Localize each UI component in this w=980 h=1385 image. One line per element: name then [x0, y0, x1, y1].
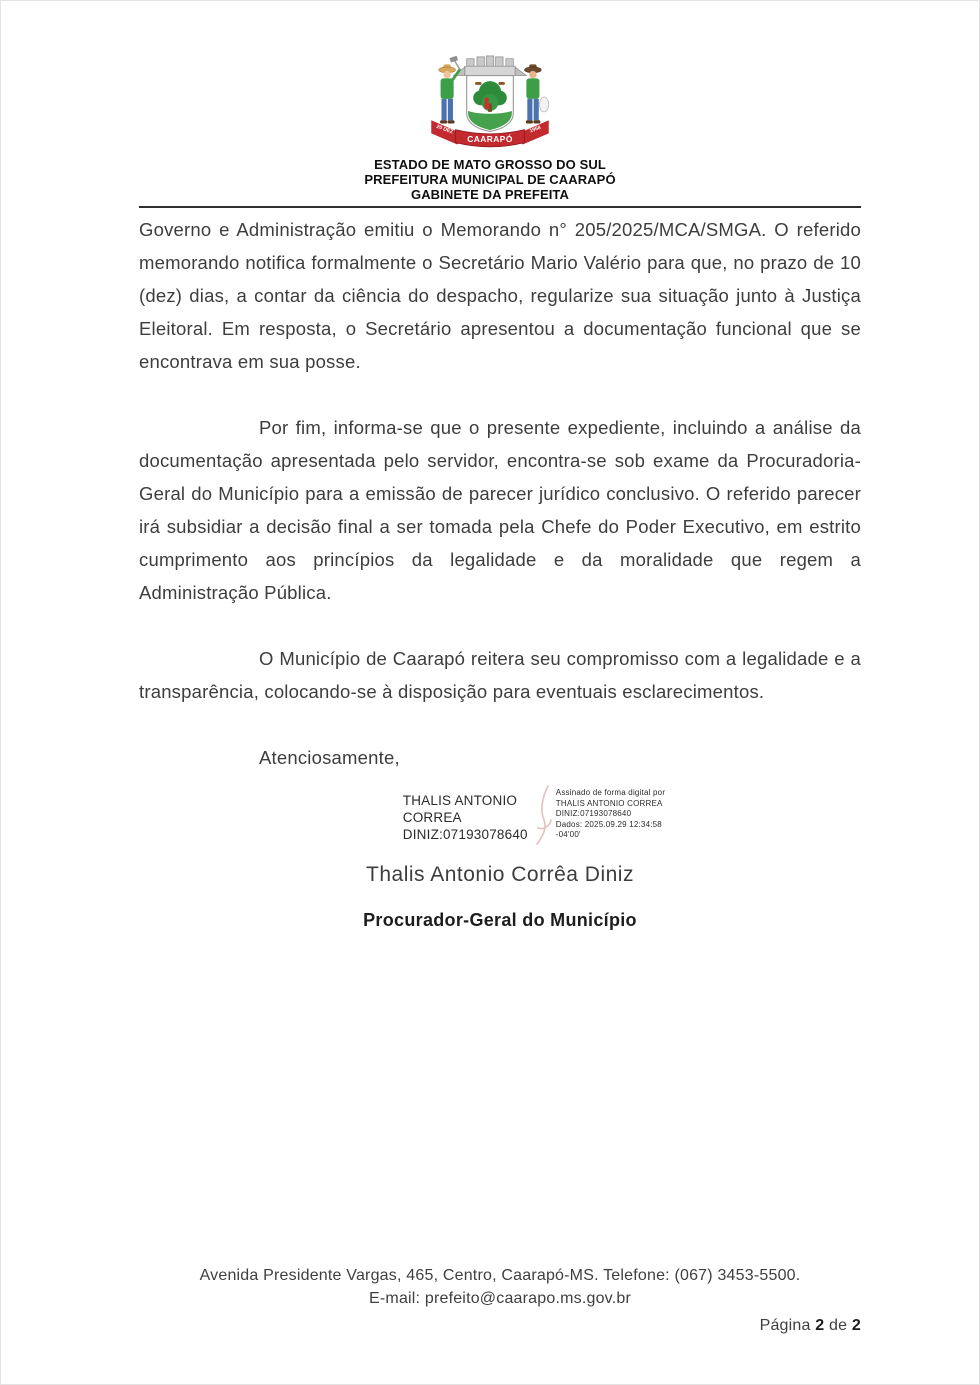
certificate-subject-line: THALIS ANTONIO: [402, 793, 518, 808]
certificate-subject-line: CORREA: [402, 810, 462, 825]
page-number: [139, 1317, 861, 1335]
letterhead-state-line: ESTADO DE MATO GROSSO DO SUL: [374, 157, 606, 172]
footer-address: Avenida Presidente Vargas, 465, Centro, Caarapó-MS. Telefone: (067) 3453-5500.: [199, 1267, 801, 1284]
farmer-right-icon: [525, 64, 549, 123]
page-number-prefix: Página: [759, 1317, 811, 1334]
shield-icon: [467, 76, 514, 132]
certificate-detail-line: -04'00': [555, 830, 581, 839]
certificate-detail-line: Dados: 2025.09.29 12:34:58: [555, 819, 662, 829]
mural-crown-icon: [454, 56, 527, 76]
certificate-subject-line: DINIZ:07193078640: [402, 827, 528, 842]
page-footer: [139, 1264, 861, 1335]
ribbon-text-left: 20 DEZ: [435, 123, 454, 136]
certificate-detail-line: DINIZ:07193078640: [555, 809, 632, 818]
paragraph-compromisso: O Município de Caarapó reitera seu compromisso com a legalidade e a transparência, colocando-se à disposição para eventuais esclarecimentos.: [139, 648, 861, 702]
header-divider: [139, 206, 861, 208]
ribbon-text-right: 1958: [528, 124, 542, 135]
page-number-separator: de: [829, 1317, 848, 1334]
certificate-detail-line: THALIS ANTONIO CORREA: [555, 798, 663, 808]
letterhead: [1, 1, 979, 202]
harvester-figure-icon: [484, 98, 489, 110]
page-number-total: 2: [851, 1317, 861, 1334]
footer-email: E-mail: prefeito@caarapo.ms.gov.br: [369, 1290, 631, 1307]
signer-name: Thalis Antonio Corrêa Diniz: [366, 863, 634, 886]
letterhead-office-line: GABINETE DA PREFEITA: [410, 187, 569, 202]
certificate-subject: [403, 784, 528, 843]
paragraph-memorando: Governo e Administração emitiu o Memorando n° 205/2025/MCA/SMGA. O referido memorando notifica formalmente o Secretário Mario Valério para que, no prazo de 10 (dez) dias, a contar da ciência do despacho, regularize sua situação junto à Justiça Eleitoral. Em resposta, o Secretário apresentou a documentação funcional que se encontrava em sua posse.: [139, 219, 861, 372]
letter-body: [139, 213, 861, 937]
signature-block: [139, 782, 861, 937]
letterhead-municipality-line: PREFEITURA MUNICIPAL DE CAARAPÓ: [364, 172, 616, 187]
signer-title: Procurador-Geral do Município: [363, 910, 637, 930]
closing-salutation: Atenciosamente,: [259, 747, 400, 768]
certificate-detail-line: Assinado de forma digital por: [555, 788, 666, 797]
caarapo-coat-of-arms: [420, 55, 560, 152]
coat-of-arms-graphic: [420, 55, 560, 152]
ribbon-text-center: CAARAPÓ: [467, 134, 513, 145]
page-number-current: 2: [815, 1317, 825, 1334]
certificate-details: [556, 784, 665, 841]
signature-flourish-icon: [534, 784, 554, 858]
paragraph-parecer-juridico: Por fim, informa-se que o presente expediente, incluindo a análise da documentação apresentada pelo servidor, encontra-se sob exame da Procuradoria-Geral do Município para a emissão de parecer jurídico conclusivo. O referido parecer irá subsidiar a decisão final a ser tomada pela Chefe do Poder Executivo, em estrito cumprimento aos princípios da legalidade e da moralidade que regem a Administração Pública.: [139, 417, 861, 603]
farmer-left-icon: [439, 56, 460, 124]
digital-signature-stamp: [403, 784, 665, 858]
